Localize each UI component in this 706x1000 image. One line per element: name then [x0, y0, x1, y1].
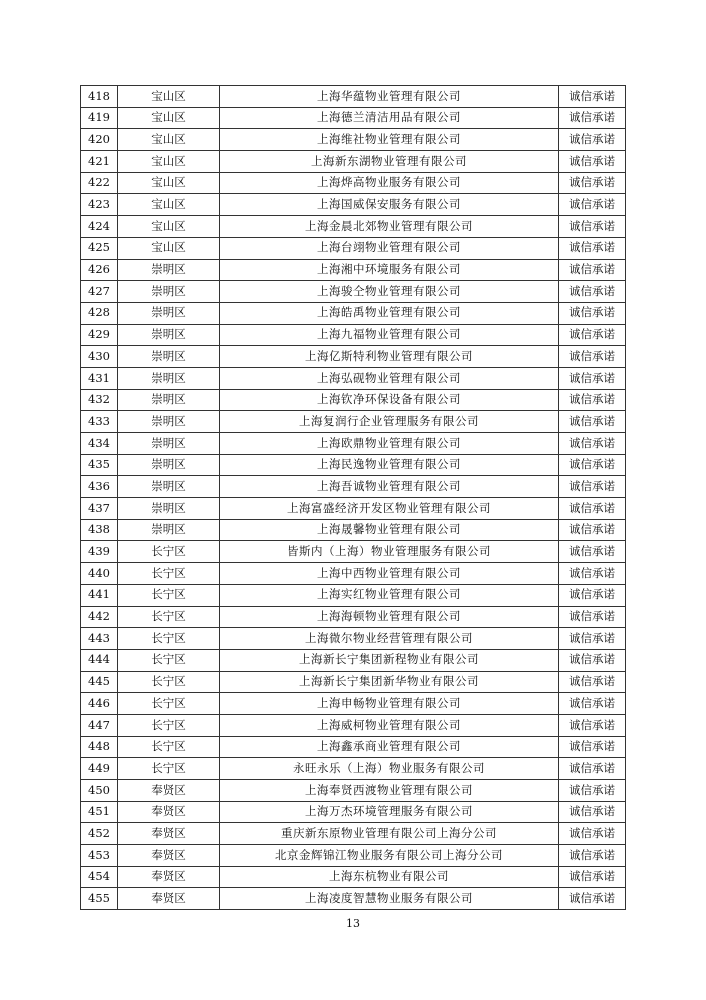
- district-cell: 长宁区: [118, 714, 220, 736]
- row-number: 433: [81, 411, 118, 433]
- company-name-cell: 上海烨高物业服务有限公司: [220, 172, 559, 194]
- row-number: 421: [81, 151, 118, 173]
- row-number: 425: [81, 237, 118, 259]
- table-row: [81, 888, 626, 910]
- table-row: [81, 649, 626, 671]
- company-name-cell: 上海钦净环保设备有限公司: [220, 389, 559, 411]
- row-number: 441: [81, 584, 118, 606]
- district-cell: 长宁区: [118, 649, 220, 671]
- row-number: 442: [81, 606, 118, 628]
- status-cell: 诚信承诺: [559, 780, 626, 802]
- table-row: [81, 259, 626, 281]
- table-row: [81, 498, 626, 520]
- row-number: 440: [81, 563, 118, 585]
- row-number: 429: [81, 324, 118, 346]
- table-row: [81, 628, 626, 650]
- company-name-cell: 上海湘中环境服务有限公司: [220, 259, 559, 281]
- district-cell: 宝山区: [118, 194, 220, 216]
- district-cell: 宝山区: [118, 237, 220, 259]
- row-number: 447: [81, 714, 118, 736]
- row-number: 436: [81, 476, 118, 498]
- status-cell: 诚信承诺: [559, 302, 626, 324]
- status-cell: 诚信承诺: [559, 433, 626, 455]
- table-row: [81, 823, 626, 845]
- district-cell: 崇明区: [118, 367, 220, 389]
- table-row: [81, 389, 626, 411]
- table-row: [81, 433, 626, 455]
- table-row: [81, 194, 626, 216]
- status-cell: 诚信承诺: [559, 823, 626, 845]
- table-row: [81, 866, 626, 888]
- company-name-cell: 上海凌度智慧物业服务有限公司: [220, 888, 559, 910]
- district-cell: 崇明区: [118, 476, 220, 498]
- table-row: [81, 216, 626, 238]
- table-row: [81, 302, 626, 324]
- row-number: 443: [81, 628, 118, 650]
- district-cell: 崇明区: [118, 259, 220, 281]
- status-cell: 诚信承诺: [559, 107, 626, 129]
- district-cell: 长宁区: [118, 671, 220, 693]
- table-row: [81, 714, 626, 736]
- row-number: 422: [81, 172, 118, 194]
- row-number: 449: [81, 758, 118, 780]
- table-row: [81, 606, 626, 628]
- row-number: 430: [81, 346, 118, 368]
- status-cell: 诚信承诺: [559, 498, 626, 520]
- table-row: [81, 693, 626, 715]
- district-cell: 长宁区: [118, 606, 220, 628]
- company-name-cell: 上海九福物业管理有限公司: [220, 324, 559, 346]
- status-cell: 诚信承诺: [559, 866, 626, 888]
- row-number: 431: [81, 367, 118, 389]
- row-number: 453: [81, 845, 118, 867]
- district-cell: 长宁区: [118, 541, 220, 563]
- status-cell: 诚信承诺: [559, 172, 626, 194]
- district-cell: 长宁区: [118, 628, 220, 650]
- status-cell: 诚信承诺: [559, 714, 626, 736]
- company-name-cell: 上海欧鼎物业管理有限公司: [220, 433, 559, 455]
- district-cell: 崇明区: [118, 346, 220, 368]
- company-name-cell: 上海奉贤西渡物业管理有限公司: [220, 780, 559, 802]
- table-row: [81, 736, 626, 758]
- company-name-cell: 上海吾诚物业管理有限公司: [220, 476, 559, 498]
- status-cell: 诚信承诺: [559, 194, 626, 216]
- table-row: [81, 346, 626, 368]
- status-cell: 诚信承诺: [559, 845, 626, 867]
- row-number: 437: [81, 498, 118, 520]
- status-cell: 诚信承诺: [559, 693, 626, 715]
- company-name-cell: 上海国威保安服务有限公司: [220, 194, 559, 216]
- district-cell: 崇明区: [118, 389, 220, 411]
- company-name-cell: 上海民逸物业管理有限公司: [220, 454, 559, 476]
- status-cell: 诚信承诺: [559, 324, 626, 346]
- table-row: [81, 237, 626, 259]
- status-cell: 诚信承诺: [559, 129, 626, 151]
- district-cell: 宝山区: [118, 86, 220, 108]
- row-number: 450: [81, 780, 118, 802]
- table-row: [81, 129, 626, 151]
- status-cell: 诚信承诺: [559, 86, 626, 108]
- row-number: 426: [81, 259, 118, 281]
- district-cell: 崇明区: [118, 433, 220, 455]
- status-cell: 诚信承诺: [559, 216, 626, 238]
- row-number: 452: [81, 823, 118, 845]
- status-cell: 诚信承诺: [559, 367, 626, 389]
- status-cell: 诚信承诺: [559, 476, 626, 498]
- company-name-cell: 上海申畅物业管理有限公司: [220, 693, 559, 715]
- table-row: [81, 801, 626, 823]
- row-number: 438: [81, 519, 118, 541]
- district-cell: 宝山区: [118, 129, 220, 151]
- table-row: [81, 411, 626, 433]
- company-name-cell: 上海德兰清洁用品有限公司: [220, 107, 559, 129]
- company-name-cell: 上海中西物业管理有限公司: [220, 563, 559, 585]
- district-cell: 宝山区: [118, 172, 220, 194]
- table-row: [81, 541, 626, 563]
- district-cell: 奉贤区: [118, 801, 220, 823]
- district-cell: 崇明区: [118, 411, 220, 433]
- company-name-cell: 上海海顿物业管理有限公司: [220, 606, 559, 628]
- table-row: [81, 845, 626, 867]
- row-number: 455: [81, 888, 118, 910]
- company-name-cell: 上海东杭物业有限公司: [220, 866, 559, 888]
- table-body: [81, 86, 626, 910]
- status-cell: 诚信承诺: [559, 454, 626, 476]
- status-cell: 诚信承诺: [559, 671, 626, 693]
- table-row: [81, 758, 626, 780]
- status-cell: 诚信承诺: [559, 237, 626, 259]
- status-cell: 诚信承诺: [559, 389, 626, 411]
- status-cell: 诚信承诺: [559, 411, 626, 433]
- district-cell: 长宁区: [118, 584, 220, 606]
- status-cell: 诚信承诺: [559, 888, 626, 910]
- district-cell: 奉贤区: [118, 823, 220, 845]
- status-cell: 诚信承诺: [559, 346, 626, 368]
- row-number: 427: [81, 281, 118, 303]
- company-name-cell: 上海华蕴物业管理有限公司: [220, 86, 559, 108]
- table-row: [81, 584, 626, 606]
- table-row: [81, 780, 626, 802]
- status-cell: 诚信承诺: [559, 758, 626, 780]
- company-name-cell: 上海富盛经济开发区物业管理有限公司: [220, 498, 559, 520]
- table-row: [81, 476, 626, 498]
- company-name-cell: 重庆新东原物业管理有限公司上海分公司: [220, 823, 559, 845]
- table-row: [81, 281, 626, 303]
- district-cell: 宝山区: [118, 216, 220, 238]
- company-name-cell: 上海威柯物业管理有限公司: [220, 714, 559, 736]
- row-number: 432: [81, 389, 118, 411]
- status-cell: 诚信承诺: [559, 281, 626, 303]
- company-name-cell: 上海皓禹物业管理有限公司: [220, 302, 559, 324]
- company-name-cell: 上海台翊物业管理有限公司: [220, 237, 559, 259]
- status-cell: 诚信承诺: [559, 606, 626, 628]
- district-cell: 崇明区: [118, 519, 220, 541]
- table-row: [81, 86, 626, 108]
- district-cell: 奉贤区: [118, 780, 220, 802]
- company-name-cell: 永旺永乐（上海）物业服务有限公司: [220, 758, 559, 780]
- district-cell: 长宁区: [118, 563, 220, 585]
- company-name-cell: 上海鑫承商业管理有限公司: [220, 736, 559, 758]
- row-number: 419: [81, 107, 118, 129]
- row-number: 444: [81, 649, 118, 671]
- row-number: 423: [81, 194, 118, 216]
- district-cell: 崇明区: [118, 498, 220, 520]
- district-cell: 宝山区: [118, 151, 220, 173]
- district-cell: 长宁区: [118, 736, 220, 758]
- company-name-cell: 上海晟馨物业管理有限公司: [220, 519, 559, 541]
- company-name-cell: 上海微尔物业经营管理有限公司: [220, 628, 559, 650]
- district-cell: 长宁区: [118, 758, 220, 780]
- status-cell: 诚信承诺: [559, 541, 626, 563]
- district-cell: 崇明区: [118, 281, 220, 303]
- company-name-cell: 上海骏仝物业管理有限公司: [220, 281, 559, 303]
- status-cell: 诚信承诺: [559, 628, 626, 650]
- table-row: [81, 151, 626, 173]
- company-name-cell: 上海金晨北郊物业管理有限公司: [220, 216, 559, 238]
- row-number: 434: [81, 433, 118, 455]
- table-row: [81, 367, 626, 389]
- company-name-cell: 上海亿斯特利物业管理有限公司: [220, 346, 559, 368]
- district-cell: 崇明区: [118, 324, 220, 346]
- company-list-table: [80, 85, 626, 910]
- company-name-cell: 上海万杰环境管理服务有限公司: [220, 801, 559, 823]
- company-name-cell: 上海复润行企业管理服务有限公司: [220, 411, 559, 433]
- company-name-cell: 上海新长宁集团新华物业有限公司: [220, 671, 559, 693]
- table-row: [81, 671, 626, 693]
- status-cell: 诚信承诺: [559, 736, 626, 758]
- status-cell: 诚信承诺: [559, 259, 626, 281]
- status-cell: 诚信承诺: [559, 584, 626, 606]
- company-name-cell: 皆斯内（上海）物业管理服务有限公司: [220, 541, 559, 563]
- company-name-cell: 北京金辉锦江物业服务有限公司上海分公司: [220, 845, 559, 867]
- status-cell: 诚信承诺: [559, 801, 626, 823]
- table-row: [81, 172, 626, 194]
- row-number: 428: [81, 302, 118, 324]
- page-number: 13: [346, 917, 360, 930]
- table-row: [81, 324, 626, 346]
- table-row: [81, 107, 626, 129]
- table-row: [81, 519, 626, 541]
- district-cell: 奉贤区: [118, 845, 220, 867]
- status-cell: 诚信承诺: [559, 519, 626, 541]
- row-number: 420: [81, 129, 118, 151]
- status-cell: 诚信承诺: [559, 563, 626, 585]
- row-number: 454: [81, 866, 118, 888]
- district-cell: 长宁区: [118, 693, 220, 715]
- status-cell: 诚信承诺: [559, 649, 626, 671]
- table-row: [81, 563, 626, 585]
- row-number: 446: [81, 693, 118, 715]
- row-number: 451: [81, 801, 118, 823]
- district-cell: 崇明区: [118, 454, 220, 476]
- table-row: [81, 454, 626, 476]
- status-cell: 诚信承诺: [559, 151, 626, 173]
- row-number: 424: [81, 216, 118, 238]
- district-cell: 奉贤区: [118, 888, 220, 910]
- company-name-cell: 上海实红物业管理有限公司: [220, 584, 559, 606]
- row-number: 439: [81, 541, 118, 563]
- company-name-cell: 上海新长宁集团新程物业有限公司: [220, 649, 559, 671]
- row-number: 445: [81, 671, 118, 693]
- district-cell: 崇明区: [118, 302, 220, 324]
- district-cell: 宝山区: [118, 107, 220, 129]
- company-name-cell: 上海弘砚物业管理有限公司: [220, 367, 559, 389]
- row-number: 435: [81, 454, 118, 476]
- company-name-cell: 上海新东湖物业管理有限公司: [220, 151, 559, 173]
- company-name-cell: 上海维社物业管理有限公司: [220, 129, 559, 151]
- district-cell: 奉贤区: [118, 866, 220, 888]
- row-number: 418: [81, 86, 118, 108]
- row-number: 448: [81, 736, 118, 758]
